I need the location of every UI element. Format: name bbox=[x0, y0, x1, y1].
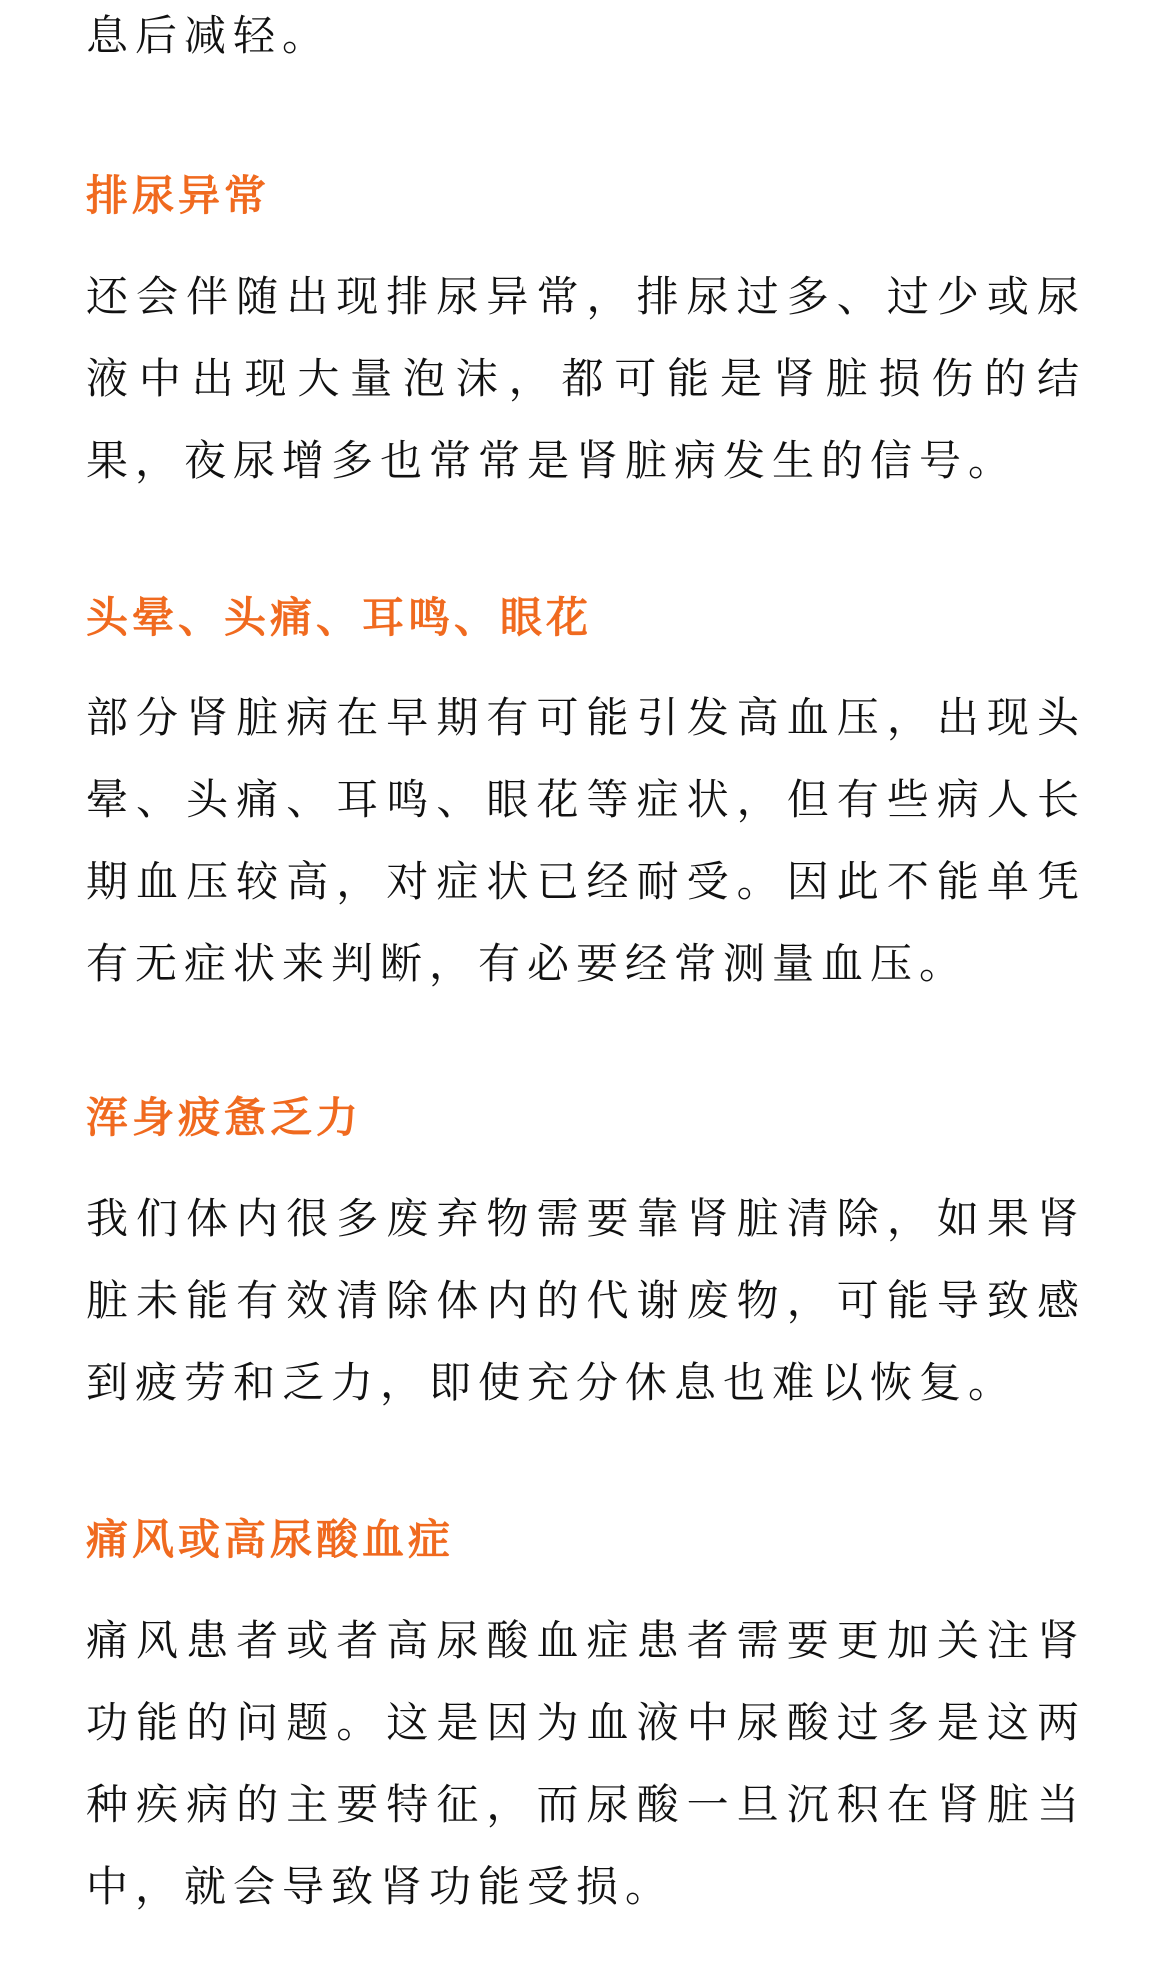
section-heading-urination: 排尿异常 bbox=[86, 171, 271, 220]
section-body-fatigue: 我们体内很多废弃物需要靠肾脏清除，如果肾脏未能有效清除体内的代谢废物，可能导致感到疲劳和乏力，即使充分休息也难以恢复。 bbox=[86, 1194, 1086, 1407]
section-heading-fatigue: 浑身疲惫乏力 bbox=[86, 1093, 363, 1142]
section-heading-dizziness: 头晕、头痛、耳鸣、眼花 bbox=[86, 593, 593, 642]
section-body-urination: 还会伴随出现排尿异常，排尿过多、过少或尿液中出现大量泡沫，都可能是肾脏损伤的结果，夜尿增多也常常是肾脏病发生的信号。 bbox=[86, 272, 1086, 485]
lead-paragraph: 息后减轻。 bbox=[86, 11, 332, 60]
section-body-dizziness: 部分肾脏病在早期有可能引发高血压，出现头晕、头痛、耳鸣、眼花等症状，但有些病人长期血压较高，对症状已经耐受。因此不能单凭有无症状来判断，有必要经常测量血压。 bbox=[86, 693, 1086, 988]
section-heading-gout: 痛风或高尿酸血症 bbox=[86, 1515, 455, 1564]
section-body-gout: 痛风患者或者高尿酸血症患者需要更加关注肾功能的问题。这是因为血液中尿酸过多是这两种疾病的主要特征，而尿酸一旦沉积在肾脏当中，就会导致肾功能受损。 bbox=[86, 1616, 1086, 1911]
